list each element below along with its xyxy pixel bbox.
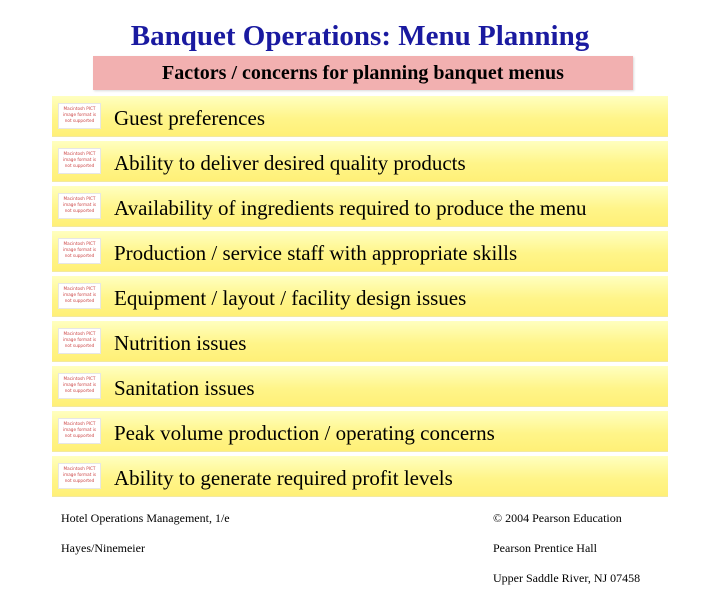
list-item-label: Ability to deliver desired quality products xyxy=(114,151,466,175)
list-item xyxy=(52,141,668,182)
list-item xyxy=(52,96,668,137)
list-item xyxy=(52,186,668,227)
list-item xyxy=(52,366,668,407)
list-item-label: Production / service staff with appropriate skills xyxy=(114,241,518,265)
footer-address: Upper Saddle River, NJ 07458 xyxy=(493,571,641,585)
list-item xyxy=(52,276,668,317)
unsupported-image-icon: Macintosh PICT image format is not supported xyxy=(58,103,101,129)
list-item xyxy=(52,321,668,362)
footer-authors: Hayes/Ninemeier xyxy=(61,541,145,555)
footer-publisher xyxy=(493,496,640,601)
footer-copyright: © 2004 Pearson Education xyxy=(493,511,622,525)
unsupported-image-icon: Macintosh PICT image format is not supported xyxy=(58,193,101,219)
footer-imprint: Pearson Prentice Hall xyxy=(493,541,597,555)
list-item-label: Guest preferences xyxy=(114,106,265,130)
list-item-label: Sanitation issues xyxy=(114,376,255,400)
subtitle-banner: Factors / concerns for planning banquet menus xyxy=(93,56,633,90)
list-item-label: Equipment / layout / facility design issues xyxy=(114,286,467,310)
unsupported-image-icon: Macintosh PICT image format is not supported xyxy=(58,283,101,309)
list-item xyxy=(52,231,668,272)
footer-credits xyxy=(61,496,230,571)
list-item xyxy=(52,411,668,452)
list-item xyxy=(52,456,668,497)
page-title: Banquet Operations: Menu Planning xyxy=(130,20,590,52)
unsupported-image-icon: Macintosh PICT image format is not supported xyxy=(58,148,101,174)
list-item-label: Ability to generate required profit levels xyxy=(114,466,453,490)
unsupported-image-icon: Macintosh PICT image format is not supported xyxy=(58,463,101,489)
list-item-label: Nutrition issues xyxy=(114,331,247,355)
unsupported-image-icon: Macintosh PICT image format is not supported xyxy=(58,373,101,399)
list-item-label: Peak volume production / operating concerns xyxy=(114,421,495,445)
factor-list xyxy=(52,96,668,501)
footer-book-title: Hotel Operations Management, 1/e xyxy=(61,511,230,525)
unsupported-image-icon: Macintosh PICT image format is not supported xyxy=(58,238,101,264)
list-item-label: Availability of ingredients required to produce the menu xyxy=(114,196,587,220)
unsupported-image-icon: Macintosh PICT image format is not supported xyxy=(58,328,101,354)
unsupported-image-icon: Macintosh PICT image format is not supported xyxy=(58,418,101,444)
